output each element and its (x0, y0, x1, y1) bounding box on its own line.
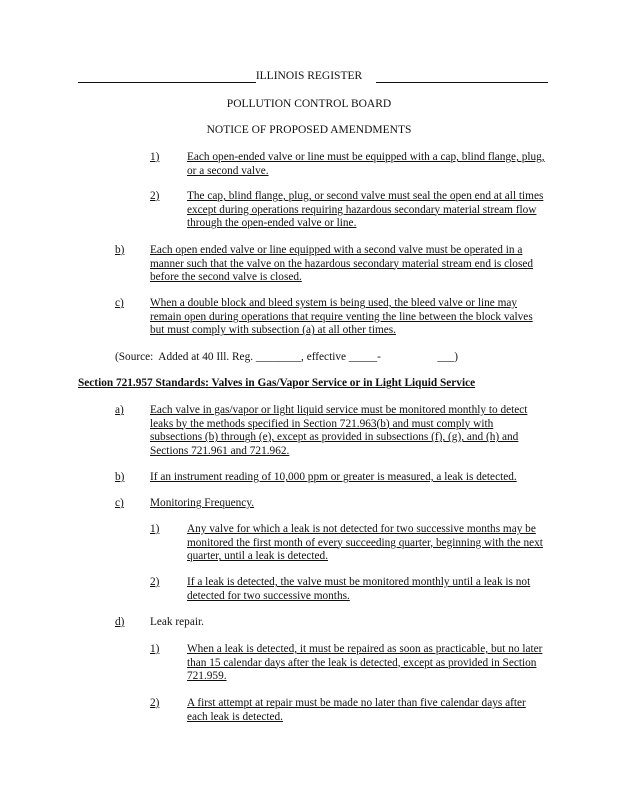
item-b-text: Each open ended valve or line equipped with a second valve must be operated in a manner such that the valve on the hazardous secondary material stream end is closed before the second valve is closed. (150, 244, 534, 284)
section-c-label: c) (115, 497, 124, 509)
section-d2-text: A first attempt at repair must be made no later than five calendar days after each leak is detected. (187, 697, 526, 723)
item-1-text: Each open-ended valve or line must be equipped with a cap, blind flange, plug, or a second valve. (187, 151, 545, 177)
section-c-text: Monitoring Frequency. (150, 497, 255, 509)
section-a-label: a) (115, 404, 124, 416)
section-c1-label: 1) (150, 523, 160, 535)
item-2-label: 2) (150, 190, 160, 202)
section-d1-label: 1) (150, 643, 160, 655)
section-d1-text: When a leak is detected, it must be repaired as soon as practicable, but no later than 15 calendar days after the leak is detected, except as provided in Section 721.959. (187, 643, 543, 683)
section-d-text: Leak repair. (150, 616, 204, 628)
item-c-text: When a double block and bleed system is being used, the bleed valve or line may remain open during operations that require venting the line between the block valves but must comply with subsection (a) at all other times. (150, 297, 533, 337)
section-d2-label: 2) (150, 697, 160, 709)
section-a-text: Each valve in gas/vapor or light liquid service must be monitored monthly to detect leaks by the methods specified in Section 721.963(b) and must comply with subsections (b) through (e), except as provided in subsections (f), (g), and (h) and Sections 721.961 and 721.962. (150, 404, 528, 457)
source-note: (Source: Added at 40 Ill. Reg. ________, effective _____- ___) (115, 351, 459, 363)
section-b-label: b) (115, 471, 125, 483)
item-b-label: b) (115, 244, 125, 256)
section-c2-text: If a leak is detected, the valve must be monitored monthly until a leak is not detected for two successive months. (187, 576, 531, 602)
section-b-text: If an instrument reading of 10,000 ppm or greater is measured, a leak is detected. (150, 471, 517, 483)
item-c-label: c) (115, 297, 124, 309)
item-2-text: The cap, blind flange, plug, or second valve must seal the open end at all times except during operations requiring hazardous secondary material stream flow through the open-ended valve or line. (187, 190, 544, 230)
notice-title: NOTICE OF PROPOSED AMENDMENTS (206, 124, 412, 136)
section-d-label: d) (115, 616, 125, 628)
register-title: ILLINOIS REGISTER (255, 70, 363, 82)
section-c1-text: Any valve for which a leak is not detected for two successive months may be monitored the first month of every succeeding quarter, beginning with the next quarter, until a leak is detected. (187, 523, 543, 563)
section-heading: Section 721.957 Standards: Valves in Gas/Vapor Service or in Light Liquid Service (78, 377, 476, 389)
item-1-label: 1) (150, 151, 160, 163)
board-title: POLLUTION CONTROL BOARD (226, 98, 392, 110)
section-c2-label: 2) (150, 576, 160, 588)
